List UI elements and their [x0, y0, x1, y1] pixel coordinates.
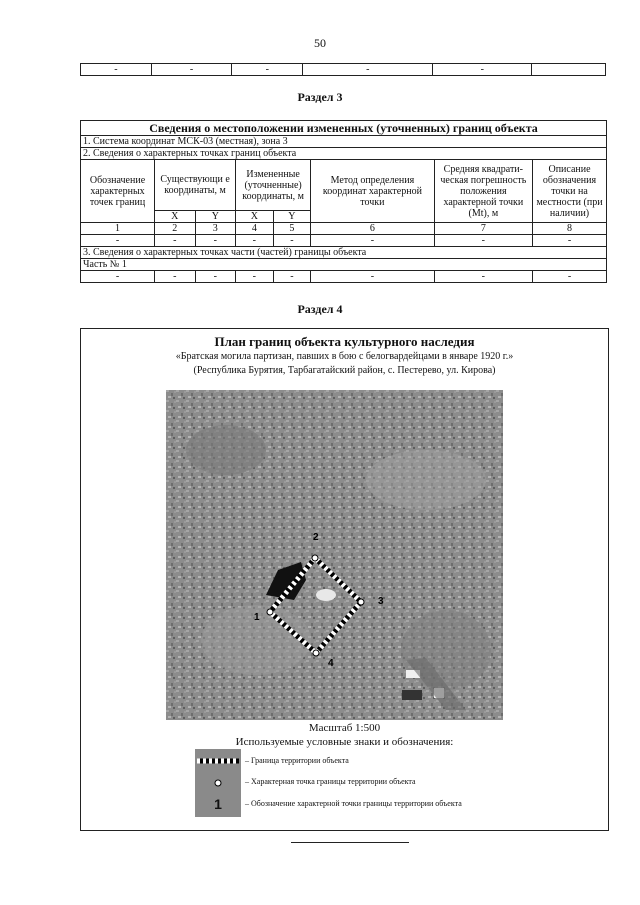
column-number: 2 [155, 223, 196, 235]
column-number: 7 [434, 223, 532, 235]
sub-header-y: Y [195, 211, 236, 223]
plan-subtitle: «Братская могила партизан, павших в бою с белогвардейцами в январе 1920 г.» [175, 351, 514, 362]
table-cell: - [155, 271, 196, 283]
col-header: Описание обозначения точки на местности (при наличии) [533, 160, 607, 223]
page-number: 50 [314, 36, 326, 50]
coordinate-system-line: 1. Система координат МСК-03 (местная), зона 3 [81, 136, 607, 148]
table-cell [532, 64, 606, 76]
table-cell: - [273, 235, 311, 247]
table-cell: - [232, 64, 303, 76]
point-label-2: 2 [313, 532, 319, 543]
boundary-line-legend-icon [195, 749, 241, 773]
column-number: 6 [311, 223, 435, 235]
col-header: Метод определения координат характерной точки [311, 160, 435, 223]
table-cell: - [236, 235, 274, 247]
sub-header-x: X [155, 211, 196, 223]
point-label-4: 4 [328, 658, 334, 669]
table-cell: - [81, 64, 152, 76]
legend-heading: Используемые условные знаки и обозначения: [235, 736, 454, 748]
point-label-1: 1 [254, 612, 260, 623]
legend-sample-label: 1 [214, 796, 222, 812]
point-legend-icon [195, 771, 241, 795]
sub-header-x: X [236, 211, 274, 223]
points-info-line: 2. Сведения о характерных точках границ объекта [81, 148, 607, 160]
map-image [166, 390, 503, 720]
point-label-3: 3 [378, 596, 384, 607]
column-number: 4 [236, 223, 274, 235]
column-number: 5 [273, 223, 311, 235]
table-cell: - [434, 235, 532, 247]
plan-frame [80, 328, 609, 831]
table-cell: - [533, 271, 607, 283]
table-cell: - [81, 235, 155, 247]
part-label: Часть № 1 [81, 259, 607, 271]
parts-info-line: 3. Сведения о характерных точках части (частей) границы объекта [81, 247, 607, 259]
section4-label: Раздел 4 [297, 302, 343, 316]
point-label-legend-icon [195, 793, 241, 817]
table-cell: - [311, 235, 435, 247]
plan-title: План границ объекта культурного наследия [214, 334, 475, 349]
table-cell: - [195, 271, 236, 283]
section3-table [80, 120, 607, 283]
footer-divider [291, 842, 409, 843]
table-cell: - [311, 271, 435, 283]
col-header: Средняя квадрати-ческая погрешность положения характерной точки (Mt), м [434, 160, 532, 223]
section3-label: Раздел 3 [297, 90, 343, 104]
legend-item-point: – Характерная точка границы территории объекта [245, 777, 416, 786]
table-cell: - [533, 235, 607, 247]
col-header: Существующи е координаты, м [155, 160, 236, 211]
section3-heading: Сведения о местоположении измененных (уточненных) границ объекта [81, 121, 607, 136]
table-cell: - [434, 271, 532, 283]
column-number: 3 [195, 223, 236, 235]
table-cell: - [195, 235, 236, 247]
plan-location: (Республика Бурятия, Тарбагатайский район, с. Пестерево, ул. Кирова) [193, 365, 496, 376]
table-cell: - [303, 64, 433, 76]
col-header: Обозначение характерных точек границ [81, 160, 155, 223]
satellite-map [166, 390, 503, 720]
legend-item-label: – Обозначение характерной точки границы территории объекта [245, 799, 462, 808]
legend-item-boundary: – Граница территории объекта [245, 756, 349, 765]
table-cell: - [155, 235, 196, 247]
sub-header-y: Y [273, 211, 311, 223]
table-cell: - [81, 271, 155, 283]
col-header: Измененные (уточненные) координаты, м [236, 160, 311, 211]
table-cell: - [273, 271, 311, 283]
table-cell: - [433, 64, 532, 76]
table-cell: - [151, 64, 231, 76]
column-number: 8 [533, 223, 607, 235]
continued-table-row [80, 63, 606, 76]
table-cell: - [236, 271, 274, 283]
column-number: 1 [81, 223, 155, 235]
map-scale: Масштаб 1:500 [308, 722, 381, 734]
